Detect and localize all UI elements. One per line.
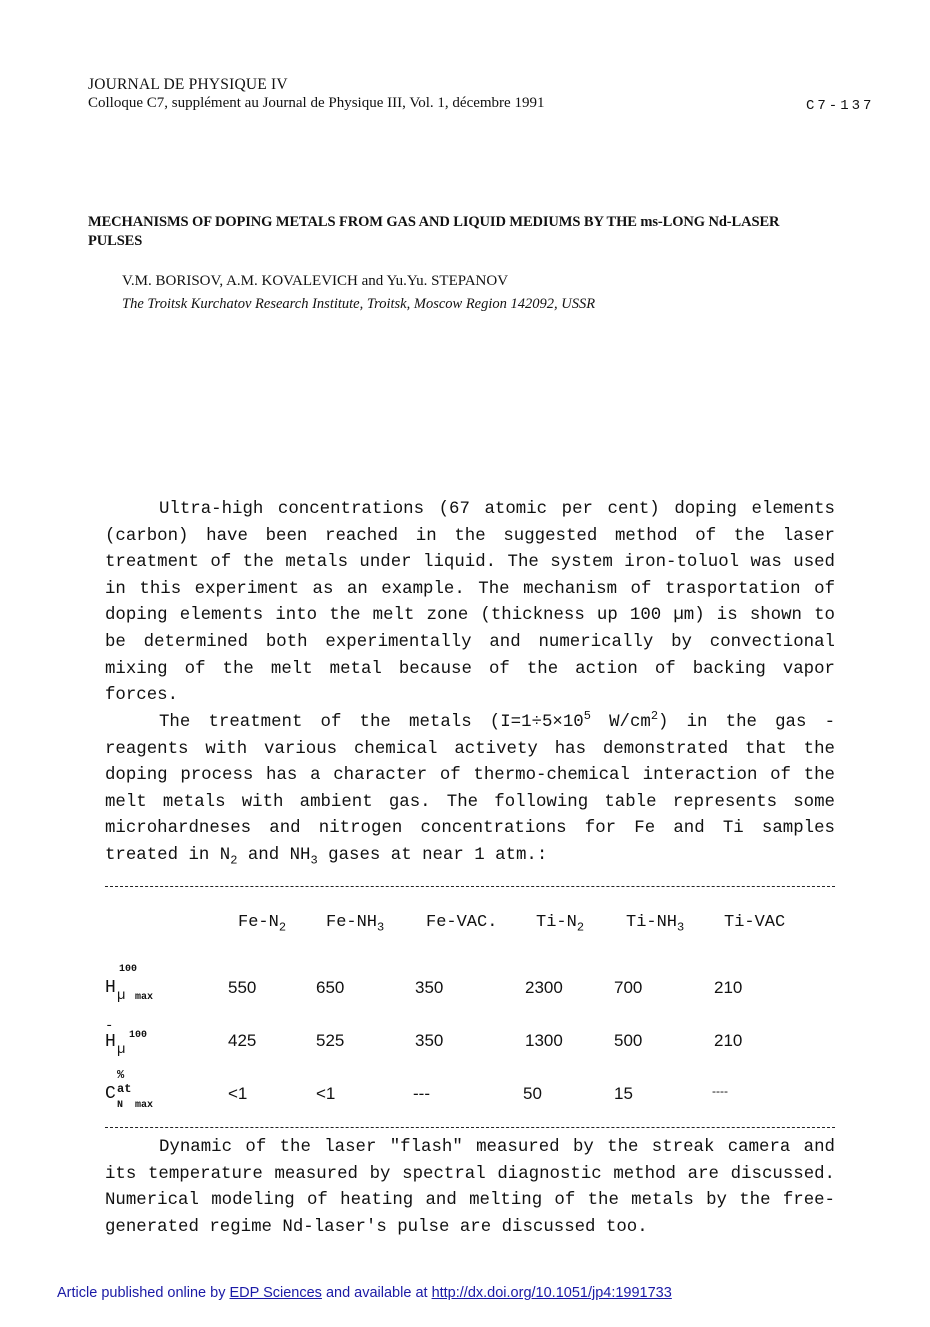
column-header: $Fe-N_2$ — [238, 913, 287, 935]
p2-exponent: 5 — [583, 709, 591, 724]
table-cell: <1 — [316, 1084, 336, 1103]
column-header: $Ti-NH_3$ — [626, 913, 685, 935]
p2-subscript-2: 3 — [310, 853, 318, 868]
table-cell: 550 — [228, 978, 257, 997]
p2-part-a: The treatment of the metals (I=1÷5×10 — [159, 713, 584, 732]
footer-prefix: Article published online by — [57, 1285, 226, 1301]
table-cell: 15 — [614, 1084, 633, 1103]
column-header: Ti-VAC — [724, 913, 786, 932]
paragraph-1-text: Ultra-high concentrations (67 atomic per cent) doping elements (carbon) have been reached in the suggested method of the laser treatment of the metals under liquid. The system iron-toluol was used in this experiment as an example. The mechanism of trasportation of doping elements into the melt zone (thickness up 100 µm) is shown to be determined both experimentally and numerically by convectional mixing of the melt metal because of the action of backing vapor forces. — [105, 500, 835, 706]
table-cell: 650 — [316, 978, 345, 997]
p2-part-e: gases at near 1 atm.: — [317, 845, 548, 865]
table-cell: --- — [413, 1084, 430, 1103]
authors: V.M. BORISOV, A.M. KOVALEVICH and Yu.Yu. STEPANOV — [122, 273, 509, 289]
p2-part-d: and NH — [237, 845, 311, 865]
paragraph-3 — [105, 1135, 835, 1241]
affiliation: The Troitsk Kurchatov Research Institute, Troitsk, Moscow Region 142092, USSR — [122, 296, 596, 312]
footer-middle: and available at — [325, 1285, 428, 1301]
table-cell: 2300 — [525, 978, 563, 997]
table-cell: 1300 — [525, 1031, 563, 1050]
column-header: Fe-VAC. — [426, 913, 498, 932]
page-code: C7-137 — [806, 98, 875, 114]
paragraph-3-text: Dynamic of the laser "flash" measured by the streak camera and its temperature measured by spectral diagnostic method are discussed. Numerical modeling of heating and melting of the metals by the free-generated regime Nd-laser's pulse are discussed too. — [105, 1138, 835, 1237]
table-cell: 500 — [614, 1031, 643, 1050]
overbar: - — [105, 1018, 114, 1034]
journal-title: JOURNAL DE PHYSIQUE IV — [88, 76, 288, 93]
p2-part-c: ) in the gas -reagents with various chemical activety has demonstrated that the doping process has a character of thermo-chemical interaction of the melt metals with ambient gas. The following table represents some microhardneses and nitrogen concentrations for Fe and Ti samples treated in N — [105, 713, 835, 865]
footer — [57, 1285, 672, 1301]
paragraph-2 — [105, 710, 835, 870]
paper-title: MECHANISMS OF DOPING METALS FROM GAS AND LIQUID MEDIUMS BY THE ms-LONG Nd-LASER PULSES — [88, 214, 780, 249]
table-cell: 210 — [714, 1031, 743, 1050]
table-cell: <1 — [228, 1084, 248, 1103]
table-cell: 350 — [415, 978, 444, 997]
p2-part-b: W/cm — [590, 713, 651, 732]
table-top-rule — [105, 886, 835, 887]
table-cell: 350 — [415, 1031, 444, 1050]
table-bottom-rule — [105, 1127, 835, 1128]
table-cell: 50 — [523, 1084, 542, 1103]
column-header: $Ti-N_2$ — [536, 913, 585, 935]
publisher-link[interactable]: EDP Sciences — [229, 1285, 322, 1301]
p2-exponent-2: 2 — [650, 709, 659, 724]
table-cell: 425 — [228, 1031, 257, 1050]
journal-issue-line: Colloque C7, supplément au Journal de Physique III, Vol. 1, décembre 1991 — [88, 95, 545, 111]
p2-subscript-1: 2 — [230, 853, 238, 868]
table-cell: 700 — [614, 978, 643, 997]
table-cell: 525 — [316, 1031, 345, 1050]
column-header: $Fe-NH_3$ — [326, 913, 385, 935]
table-cell: ---- — [712, 1084, 728, 1098]
doi-link[interactable]: http://dx.doi.org/10.1051/jp4:1991733 — [431, 1285, 672, 1301]
paragraph-1 — [105, 497, 835, 710]
table-cell: 210 — [714, 978, 743, 997]
